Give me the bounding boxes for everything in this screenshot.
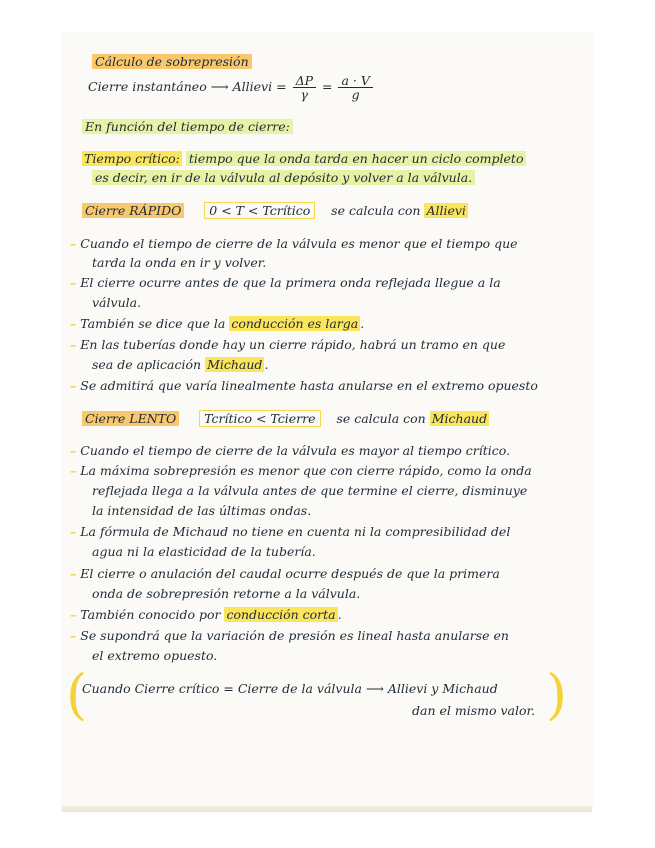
- left-paren-icon: (: [66, 663, 88, 726]
- list-item: [92, 544, 316, 560]
- title-text: Cálculo de sobrepresión: [92, 54, 252, 69]
- allievi-formula: [88, 72, 375, 102]
- slow-bullet-text: Se supondrá que la variación de presión es lineal hasta anularse en: [80, 628, 509, 643]
- rapid-bullet-text: En las tuberías donde hay un cierre rápido, habrá un tramo en que: [80, 337, 506, 352]
- slow-bullet-text: La máxima sobrepresión es menor que con cierre rápido, como la onda: [80, 463, 532, 478]
- formula-name: Allievi: [232, 79, 273, 94]
- slow-bullet-text: la intensidad de las últimas ondas.: [92, 503, 312, 518]
- list-item: [92, 255, 266, 271]
- section-text: En función del tiempo de cierre:: [82, 119, 293, 134]
- slow-calc-prefix: se calcula con: [336, 411, 426, 426]
- rapid-calc-prefix: se calcula con: [331, 203, 421, 218]
- frac2-num: a · V: [338, 74, 372, 88]
- list-item: – La máxima sobrepresión es menor que con cierre rápido, como la onda: [70, 463, 532, 478]
- slow-bullet-text: onda de sobrepresión retorne a la válvula.: [92, 586, 361, 601]
- critical-time-text1: tiempo que la onda tarda en hacer un ciclo completo: [186, 151, 527, 166]
- rapid-bullet-text: válvula.: [92, 295, 142, 310]
- list-item: [92, 295, 141, 311]
- highlighted-term: Michaud: [207, 357, 263, 372]
- slow-bullet-text: agua ni la elasticidad de la tubería.: [92, 544, 316, 559]
- critical-time-text2: es decir, en ir de la válvula al depósito y volver a la válvula.: [92, 170, 475, 185]
- critical-time-line2: [92, 170, 475, 186]
- slow-condition: Tcrítico < Tcierre: [199, 410, 320, 427]
- frac1-den: γ: [300, 87, 309, 102]
- list-item: [92, 483, 527, 499]
- rapid-condition: 0 < T < Tcrítico: [204, 202, 315, 219]
- critical-time-line1: [82, 151, 526, 167]
- fraction-av-g: [338, 74, 372, 101]
- rapid-bullet-text: También se dice que la: [80, 316, 226, 331]
- list-item: sea de aplicación Michaud .: [92, 357, 269, 372]
- list-item: – El cierre o anulación del caudal ocurre después de que la primera: [70, 566, 500, 581]
- rapid-bullet-text: Se admitirá que varía linealmente hasta anularse en el extremo opuesto: [80, 378, 538, 393]
- rapid-bullet-text: El cierre ocurre antes de que la primera onda reflejada llegue a la: [80, 275, 501, 290]
- list-item: – También se dice que la conducción es larga .: [70, 316, 365, 331]
- frac1-num: ΔP: [293, 74, 316, 88]
- highlighted-term: conducción es larga: [231, 316, 359, 331]
- slow-heading: [82, 411, 489, 427]
- rapid-bullet-text: tarda la onda en ir y volver.: [92, 255, 267, 270]
- formula-lhs: Cierre instantáneo: [88, 79, 207, 94]
- slow-bullet-text: el extremo opuesto.: [92, 648, 218, 663]
- slow-bullet-text: La fórmula de Michaud no tiene en cuenta ni la compresibilidad del: [80, 524, 511, 539]
- conclusion-text2: dan el mismo valor.: [412, 703, 536, 718]
- slow-method: Michaud: [431, 411, 488, 426]
- list-item: – La fórmula de Michaud no tiene en cuenta ni la compresibilidad del: [70, 524, 511, 539]
- page-title: [92, 54, 252, 70]
- list-item: – Cuando el tiempo de cierre de la válvula es mayor al tiempo crítico.: [70, 443, 511, 458]
- conclusion-line2: [412, 703, 535, 719]
- list-item: – También conocido por conducción corta .: [70, 607, 342, 622]
- slow-bullet-text: Cuando el tiempo de cierre de la válvula es mayor al tiempo crítico.: [80, 443, 511, 458]
- list-item: – El cierre ocurre antes de que la primera onda reflejada llegue a la: [70, 275, 501, 290]
- slow-title: Cierre LENTO: [82, 411, 179, 426]
- conclusion-line1: [82, 681, 498, 697]
- rapid-bullet-text: Cuando el tiempo de cierre de la válvula es menor que el tiempo que: [80, 236, 518, 251]
- slow-bullet-text: También conocido por: [80, 607, 221, 622]
- list-item: [92, 586, 360, 602]
- rapid-title: Cierre RÁPIDO: [82, 203, 184, 218]
- slow-bullet-text: El cierre o anulación del caudal ocurre después de que la primera: [80, 566, 500, 581]
- list-item: – En las tuberías donde hay un cierre rápido, habrá un tramo en que: [70, 337, 506, 352]
- highlighted-term: conducción corta: [226, 607, 336, 622]
- rapid-method: Allievi: [426, 203, 466, 218]
- formula-eq2: =: [322, 79, 333, 94]
- section-heading: [82, 119, 293, 135]
- critical-time-label: Tiempo crítico:: [84, 151, 180, 166]
- list-item: [92, 648, 217, 664]
- conclusion-text1: Cuando Cierre crítico = Cierre de la válvula ⟶ Allievi y Michaud: [82, 681, 498, 696]
- list-item: – Cuando el tiempo de cierre de la válvula es menor que el tiempo que: [70, 236, 518, 251]
- list-item: – Se supondrá que la variación de presión es lineal hasta anularse en: [70, 628, 509, 643]
- formula-eq1: =: [276, 79, 287, 94]
- list-item: [92, 503, 311, 519]
- frac2-den: g: [351, 87, 360, 102]
- fraction-dp-gamma: [293, 74, 316, 101]
- arrow-icon: ⟶: [210, 79, 229, 94]
- rapid-bullet-text: sea de aplicación: [92, 357, 202, 372]
- list-item: – Se admitirá que varía linealmente hasta anularse en el extremo opuesto: [70, 378, 538, 393]
- slow-bullet-text: reflejada llega a la válvula antes de que termine el cierre, disminuye: [92, 483, 528, 498]
- rapid-heading: [82, 203, 468, 219]
- right-paren-icon: ): [546, 663, 568, 726]
